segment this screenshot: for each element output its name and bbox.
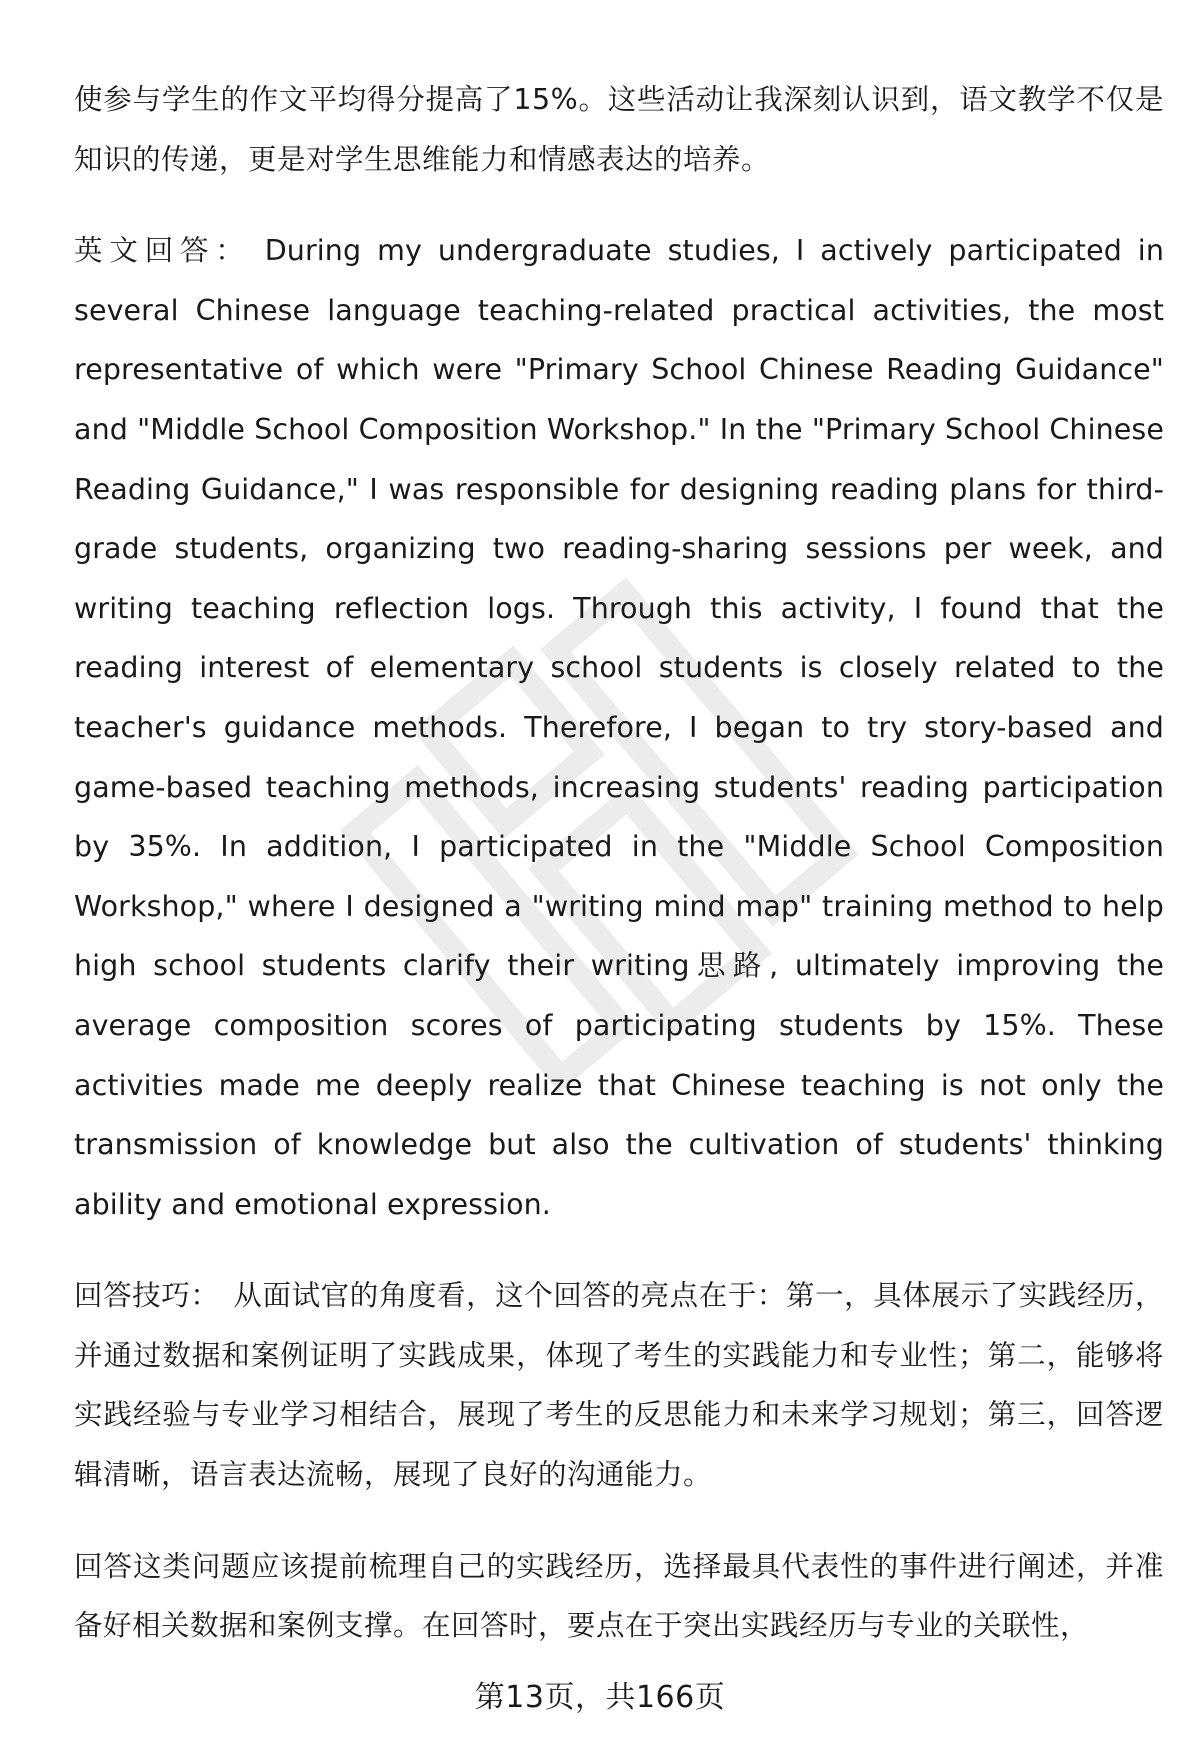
- paragraph-preparation-advice: [74, 1537, 1164, 1656]
- paragraph-english-answer: [74, 221, 1164, 1234]
- paragraph-answer-tips: [74, 1266, 1164, 1504]
- english-answer-text: During my undergraduate studies, I actively participated in several Chinese language teaching-related practical activities, the most representative of which were "Primary School Chinese Reading Guidance" and "Middle School Composition Workshop." In the "Primary School Chinese Reading Guidance," I was responsible for designing reading plans for third-grade students, organizing two reading-sharing sessions per week, and writing teaching reflection logs. Through this activity, I found that the reading interest of elementary school students is closely related to the teacher's guidance methods. Therefore, I began to try story-based and game-based teaching methods, increasing students' reading participation by 35%. In addition, I participated in the "Middle School Composition Workshop," where I designed a "writing mind map" training method to help high school students clarify their writing思路, ultimately improving the average composition scores of participating students by 15%. These activities made me deeply realize that Chinese teaching is not only the transmission of knowledge but also the cultivation of students' thinking ability and emotional expression.: [74, 234, 1164, 1221]
- paragraph-text: 使参与学生的作文平均得分提高了15%。这些活动让我深刻认识到，语文教学不仅是知识的传递，更是对学生思维能力和情感表达的培养。: [74, 83, 1164, 176]
- paragraph-chinese-conclusion: [74, 70, 1164, 189]
- english-answer-label: 英文回答：: [74, 234, 251, 268]
- document-body: [74, 70, 1164, 1688]
- answer-tips-text: 从面试官的角度看，这个回答的亮点在于：第一，具体展示了实践经历，并通过数据和案例证明了实践成果，体现了考生的实践能力和专业性；第二，能够将实践经验与专业学习相结合，展现了考生的反思能力和未来学习规划；第三，回答逻辑清晰，语言表达流畅，展现了良好的沟通能力。: [74, 1279, 1164, 1492]
- preparation-advice-text: 回答这类问题应该提前梳理自己的实践经历，选择最具代表性的事件进行阐述，并准备好相关数据和案例支撑。在回答时，要点在于突出实践经历与专业的关联性，: [74, 1549, 1164, 1643]
- answer-tips-label: 回答技巧：: [74, 1279, 220, 1313]
- page-number-footer: 第13页，共166页: [474, 1680, 726, 1715]
